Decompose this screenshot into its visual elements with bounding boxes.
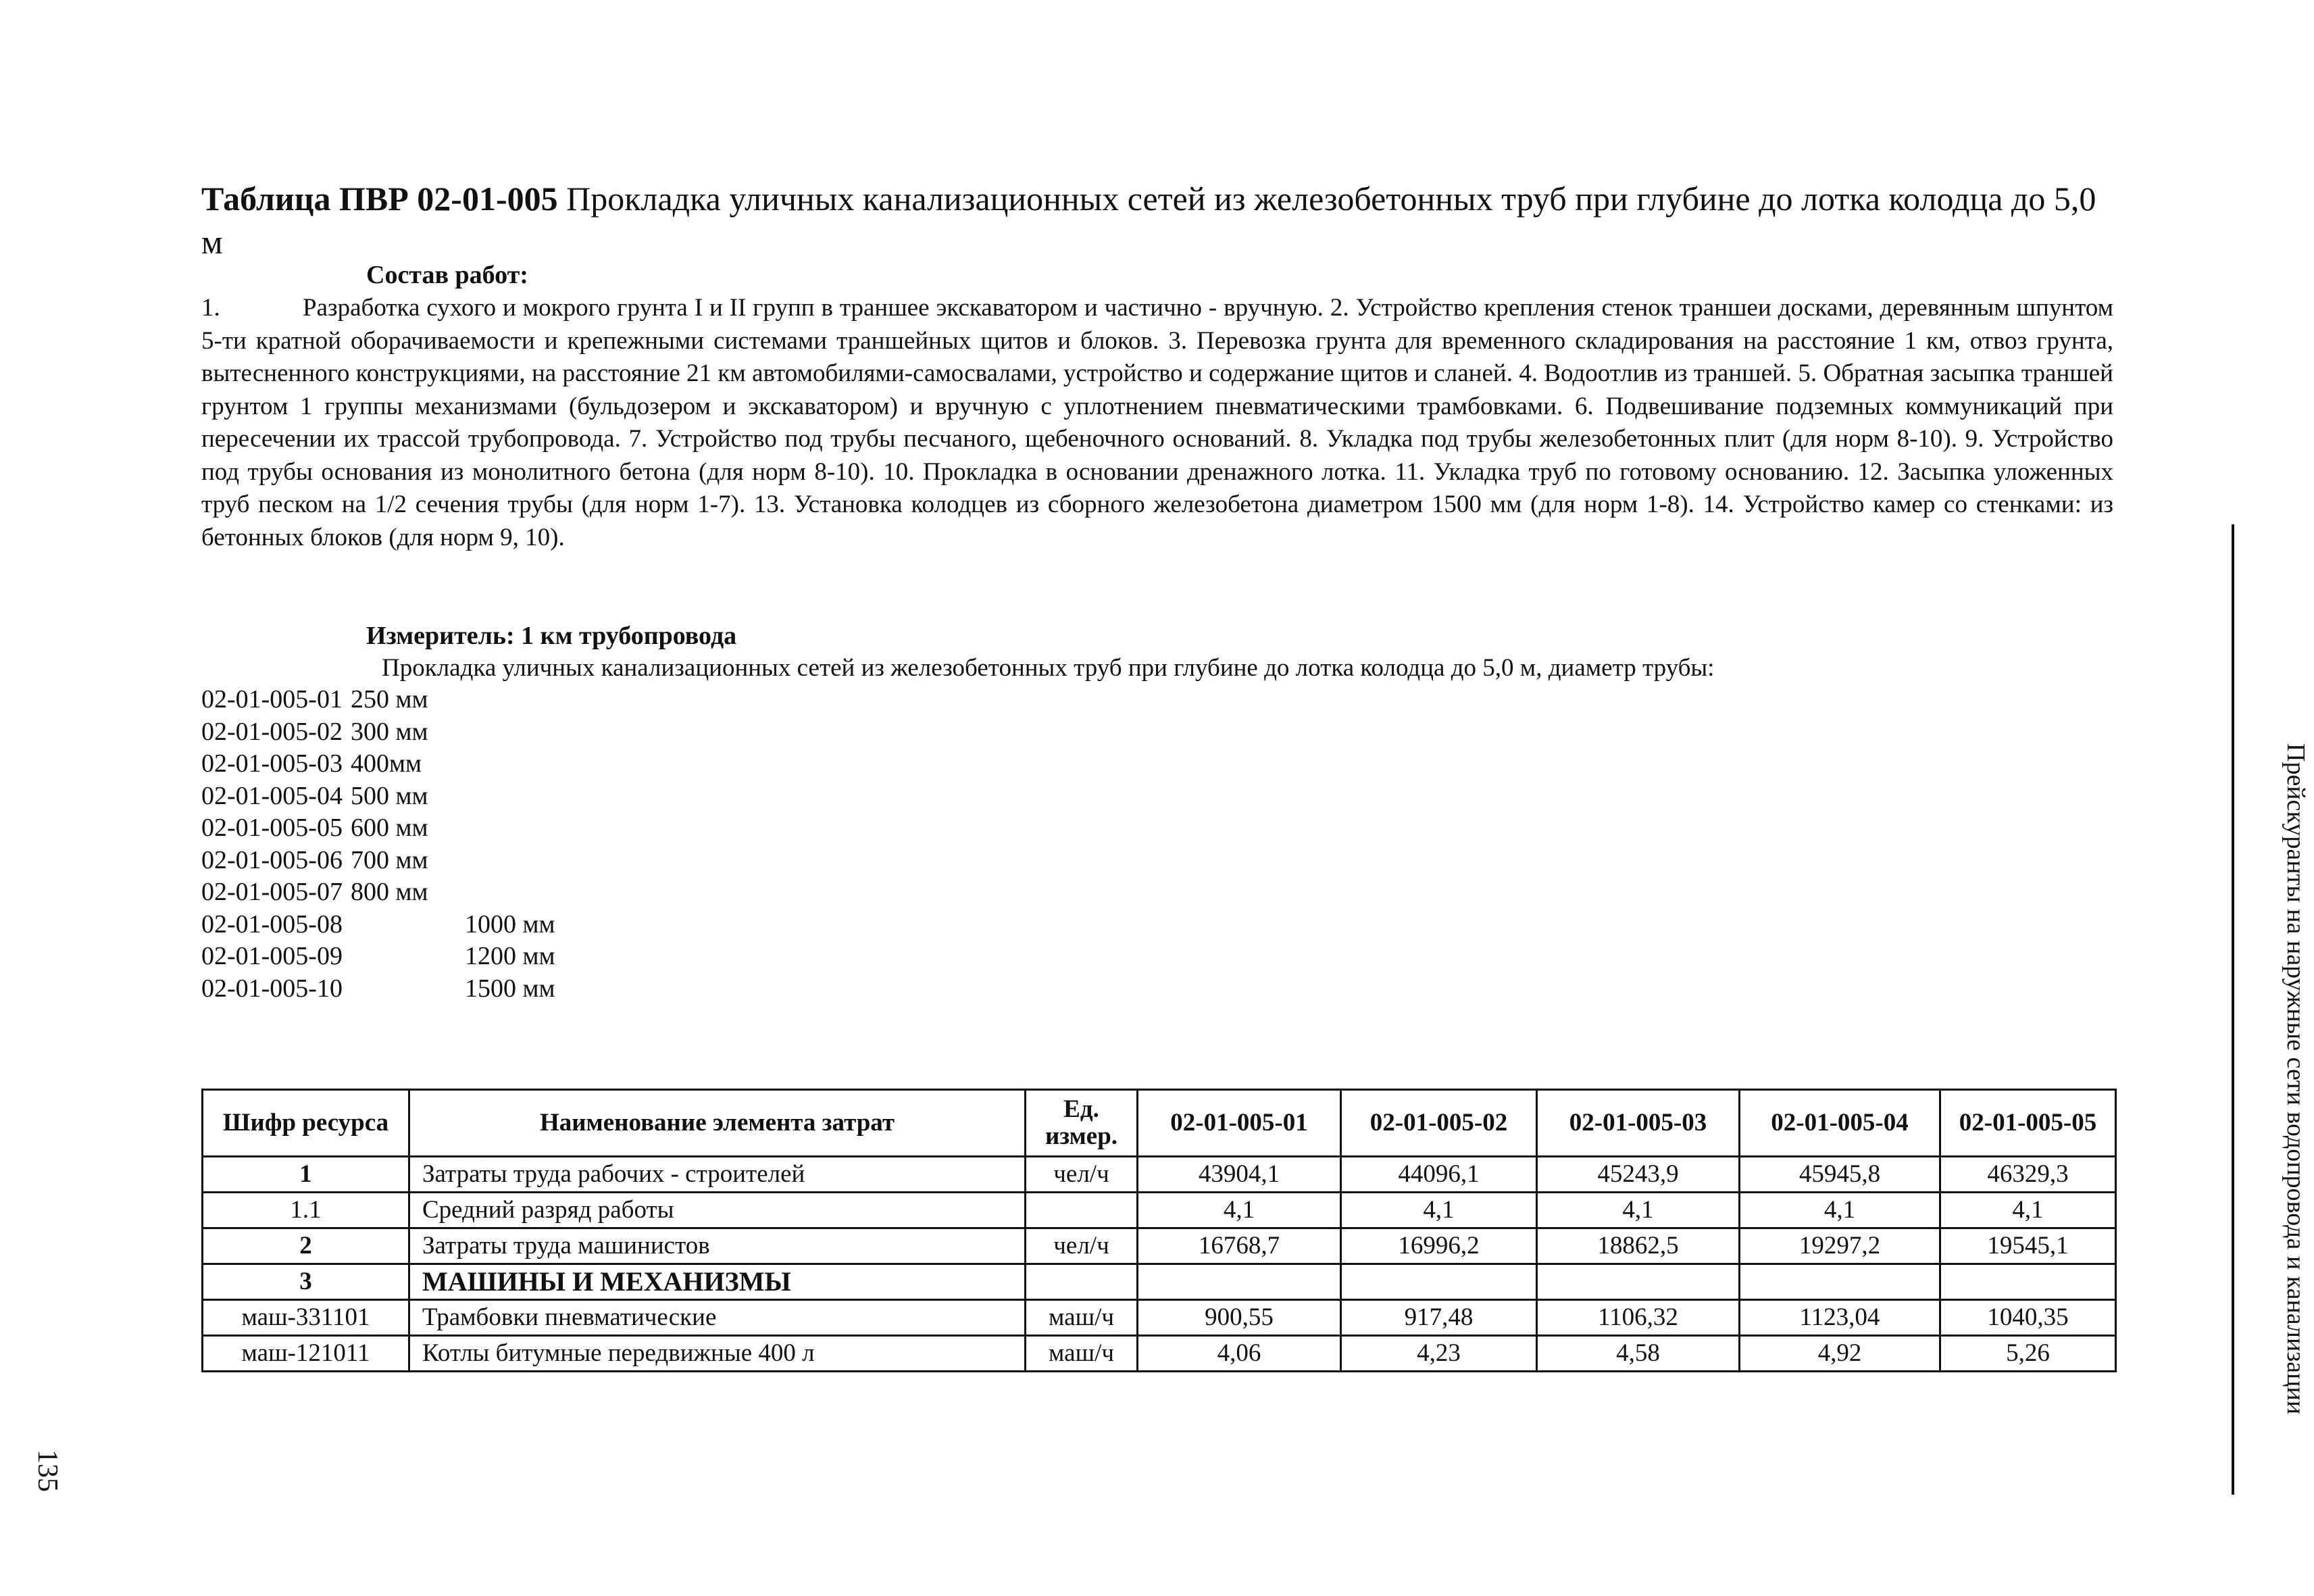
composition-text [201, 292, 2113, 554]
cell-value: 19545,1 [1940, 1228, 2116, 1264]
cell-code: маш-331101 [203, 1300, 409, 1336]
cell-value: 1123,04 [1740, 1300, 1940, 1336]
norm-code: 02-01-005-04 [201, 781, 343, 810]
cell-value: 4,23 [1341, 1336, 1537, 1372]
norm-code: 02-01-005-07 [201, 878, 343, 906]
cell-unit: маш/ч [1026, 1336, 1138, 1372]
norm-code: 02-01-005-06 [201, 845, 343, 874]
norm-list [201, 684, 555, 1005]
norm-diameter: 1200 мм [465, 942, 555, 970]
cell-value: 900,55 [1138, 1300, 1341, 1336]
norm-code: 02-01-005-10 [201, 974, 343, 1003]
norm-item [201, 876, 555, 909]
norm-diameter: 600 мм [350, 814, 428, 842]
composition-number: 1. [201, 294, 220, 322]
cell-value: 43904,1 [1138, 1157, 1341, 1193]
cell-value: 16996,2 [1341, 1228, 1537, 1264]
norm-item [201, 684, 555, 716]
norm-item [201, 780, 555, 813]
norm-diameter: 700 мм [350, 845, 428, 874]
norm-code: 02-01-005-01 [201, 685, 343, 714]
cell-name: Котлы битумные передвижные 400 л [409, 1336, 1026, 1372]
cell-unit [1026, 1264, 1138, 1300]
cell-value [1341, 1264, 1537, 1300]
meter-heading: Измеритель: 1 км трубопровода [366, 622, 737, 650]
cell-value [1537, 1264, 1740, 1300]
norm-code: 02-01-005-05 [201, 814, 343, 842]
cell-value: 45243,9 [1537, 1157, 1740, 1193]
side-caption: Прейскуранты на наружные сети водопровода и канализации [2282, 743, 2310, 1415]
header-norm-4: 02-01-005-04 [1740, 1090, 1940, 1157]
cell-unit: чел/ч [1026, 1228, 1138, 1264]
cell-value: 16768,7 [1138, 1228, 1341, 1264]
norm-diameter: 1000 мм [465, 909, 555, 939]
cell-unit: чел/ч [1026, 1157, 1138, 1193]
norm-item [201, 941, 555, 973]
cell-value: 4,1 [1940, 1193, 2116, 1228]
cell-code: 1 [203, 1157, 409, 1193]
table-row [203, 1157, 2116, 1193]
table-title [201, 177, 2120, 264]
cell-value: 4,1 [1138, 1193, 1341, 1228]
cell-value: 4,1 [1740, 1193, 1940, 1228]
table-section-row [203, 1264, 2116, 1300]
norm-item [201, 716, 555, 749]
cell-value: 4,06 [1138, 1336, 1341, 1372]
norm-diameter: 400мм [350, 749, 422, 778]
cell-code: 3 [203, 1264, 409, 1300]
cell-value [1940, 1264, 2116, 1300]
norm-code: 02-01-005-08 [201, 909, 343, 939]
header-cost-element: Наименование элемента затрат [409, 1090, 1026, 1157]
header-norm-2: 02-01-005-02 [1341, 1090, 1537, 1157]
cell-value: 1106,32 [1537, 1300, 1740, 1336]
cell-name: Затраты труда машинистов [409, 1228, 1026, 1264]
norm-diameter: 500 мм [350, 781, 428, 810]
norm-diameter: 300 мм [350, 717, 428, 746]
header-unit: Ед. измер. [1026, 1090, 1138, 1157]
composition-heading: Состав работ: [366, 261, 528, 289]
cell-value: 4,1 [1341, 1193, 1537, 1228]
table-row [203, 1336, 2116, 1372]
norm-item [201, 973, 555, 1005]
side-rule [2232, 524, 2234, 1495]
header-norm-1: 02-01-005-01 [1138, 1090, 1341, 1157]
norm-diameter: 1500 мм [465, 974, 555, 1003]
cell-value: 5,26 [1940, 1336, 2116, 1372]
norm-diameter: 800 мм [350, 878, 428, 906]
table-row [203, 1228, 2116, 1264]
cell-code: 1.1 [203, 1193, 409, 1228]
cell-value: 45945,8 [1740, 1157, 1940, 1193]
cell-unit: маш/ч [1026, 1300, 1138, 1336]
cell-value: 1040,35 [1940, 1300, 2116, 1336]
norm-item [201, 748, 555, 780]
norm-diameter: 250 мм [350, 685, 428, 714]
cell-code: 2 [203, 1228, 409, 1264]
norm-item [201, 909, 555, 941]
table-row [203, 1300, 2116, 1336]
cell-name: Трамбовки пневматические [409, 1300, 1026, 1336]
cell-value: 46329,3 [1940, 1157, 2116, 1193]
cell-name: Затраты труда рабочих - строителей [409, 1157, 1026, 1193]
cell-name: МАШИНЫ И МЕХАНИЗМЫ [409, 1264, 1026, 1300]
table-title-text: Прокладка уличных канализационных сетей из железобетонных труб при глубине до лотка колодца до 5,0 м [201, 180, 2096, 261]
norm-code: 02-01-005-09 [201, 942, 343, 970]
norm-item [201, 812, 555, 845]
cell-value [1740, 1264, 1940, 1300]
cell-unit [1026, 1193, 1138, 1228]
norm-code: 02-01-005-03 [201, 749, 343, 778]
cell-value: 19297,2 [1740, 1228, 1940, 1264]
table-title-code: Таблица ПВР 02-01-005 [201, 180, 558, 218]
cell-value: 4,92 [1740, 1336, 1940, 1372]
cell-code: маш-121011 [203, 1336, 409, 1372]
table-header-row [203, 1090, 2116, 1157]
header-norm-3: 02-01-005-03 [1537, 1090, 1740, 1157]
cell-value: 917,48 [1341, 1300, 1537, 1336]
cell-value: 18862,5 [1537, 1228, 1740, 1264]
cell-name: Средний разряд работы [409, 1193, 1026, 1228]
cell-value [1138, 1264, 1341, 1300]
cell-value: 4,58 [1537, 1336, 1740, 1372]
cost-table [201, 1089, 2117, 1372]
header-resource-code: Шифр ресурса [203, 1090, 409, 1157]
header-norm-5: 02-01-005-05 [1940, 1090, 2116, 1157]
cell-value: 44096,1 [1341, 1157, 1537, 1193]
table-row [203, 1193, 2116, 1228]
page-number: 135 [32, 1449, 63, 1492]
meter-description: Прокладка уличных канализационных сетей из железобетонных труб при глубине до лотка колодца до 5,0 м, диаметр трубы: [382, 654, 1715, 682]
norm-code: 02-01-005-02 [201, 717, 343, 746]
composition-body: Разработка сухого и мокрого грунта I и II групп в траншее экскаватором и частично - вручную. 2. Устройство крепления стенок траншеи досками, деревянным шпунтом 5-ти кратной оборачиваемости и крепежными системами траншейных щитов и блоков. 3. Перевозка грунта для временного складирования на расстояние 1 км, отвоз грунта, вытесненного конструкциями, на расстояние 21 км автомобилями-самосвалами, устройство и содержание щитов и сланей. 4. Водоотлив из траншей. 5. Обратная засыпка траншей грунтом 1 группы механизмами (бульдозером и экскаватором) и вручную с уплотнением пневматическими трамбовками. 6. Подвешивание подземных коммуникаций при пересечении их трассой трубопровода. 7. Устройство под трубы песчаного, щебеночного оснований. 8. Укладка под трубы железобетонных плит (для норм 8-10). 9. Устройство под трубы основания из монолитного бетона (для норм 8-10). 10. Прокладка в основании дренажного лотка. 11. Укладка труб по готовому основанию. 12. Засыпка уложенных труб песком на 1/2 сечения трубы (для норм 1-7). 13. Установка колодцев из сборного железобетона диаметром 1500 мм (для норм 1-8). 14. Устройство камер со стенками: из бетонных блоков (для норм 9, 10). [201, 294, 2113, 551]
norm-item [201, 845, 555, 877]
cell-value: 4,1 [1537, 1193, 1740, 1228]
